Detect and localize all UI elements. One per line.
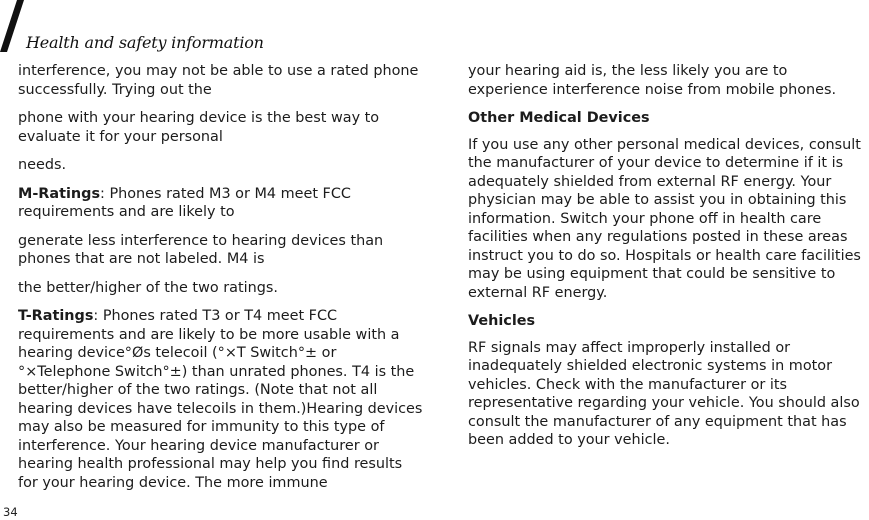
paragraph-other-medical-devices: If you use any other personal medical devices, consult the manufacturer of your device to determine if it is adequately shielded from external RF energy. Your physician may be able to assist you in obtaining this information. Switch your phone off in health care facilities when any regulations posted in these areas instruct you to do so. Hospitals or health care facilities may be using equipment that could be sensitive to external RF energy. <box>468 136 861 301</box>
t-ratings-text: : Phones rated T3 or T4 meet FCC requirements and are likely to be more usable with a hearing device°Øs telecoil (°×T Switch°± or °×Telephone Switch°±) than unrated phones. T4 is the better/higher of the two ratings. (Note that not all hearing devices have telecoils in them.)Hearing devices may also be measured for immunity to this type of interference. Your hearing device manufacturer or hearing health professional may help you find results for your hearing device. The more immune <box>18 308 423 491</box>
paragraph-less-interference: generate less interference to hearing devices than phones that are not labeled. M4 is <box>18 232 384 267</box>
paragraph-m-ratings <box>18 185 426 222</box>
page-header-title: Health and safety information <box>26 33 264 52</box>
paragraph-try-out: phone with your hearing device is the best way to evaluate it for your personal <box>18 110 380 145</box>
paragraph-interference: interference, you may not be able to use a rated phone successfully. Trying out the <box>18 63 419 98</box>
m-ratings-term: M-Ratings <box>18 185 101 202</box>
right-column <box>468 62 868 450</box>
paragraph-vehicles: RF signals may affect improperly installed or inadequately shielded electronic systems in motor vehicles. Check with the manufacturer or its representative regarding your vehicle. You should also consult the manufacturer of any equipment that has been added to your vehicle. <box>468 339 860 448</box>
heading-vehicles: Vehicles <box>468 313 536 329</box>
paragraph-better-higher: the better/higher of the two ratings. <box>18 279 278 296</box>
m-ratings-text: : Phones rated M3 or M4 meet FCC requirements and are likely to <box>18 185 351 220</box>
heading-other-medical-devices: Other Medical Devices <box>468 110 650 126</box>
paragraph-hearing-aid: your hearing aid is, the less likely you are to experience interference noise from mobile phones. <box>468 63 837 98</box>
paragraph-needs: needs. <box>18 157 67 173</box>
page-number: 34 <box>3 505 18 519</box>
left-column <box>18 62 426 492</box>
paragraph-t-ratings <box>18 307 426 492</box>
t-ratings-term: T-Ratings <box>18 308 94 324</box>
